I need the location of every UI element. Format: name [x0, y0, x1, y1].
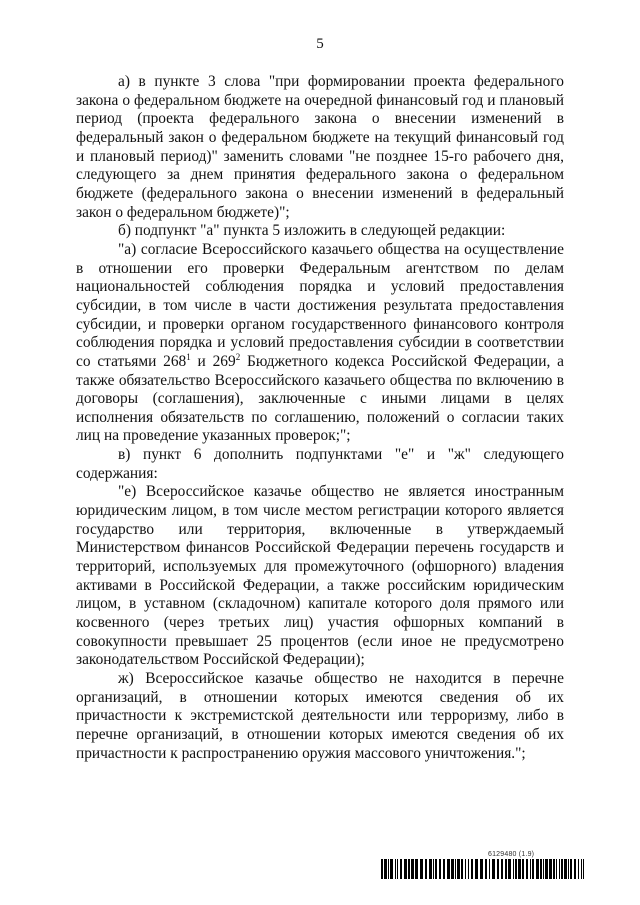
- text-fragment: "а) согласие Всероссийского казачьего общества на осуществление в отношении его проверки Федеральным агентством по делам национальностей соблюдения порядка и условий предоставления субсидии, в том числе в части достижения результата предоставления субсидии, и проверки органом государственного финансового контроля соблюдения порядка и условий предоставления субсидии в соответствии со статьями 268: [76, 240, 564, 370]
- paragraph-b: б) подпункт "а" пункта 5 изложить в следующей редакции:: [118, 222, 506, 240]
- paragraph-e: "е) Всероссийское казачье общество не является иностранным юридическим лицом, в том числе местом регистрации которого является государство или территория, включенные в утверждаемый Министерством финансов Российской Федерации перечень государств и территорий, используемых для промежуточного (офшорного) владения активами в Российской Федерации, а также российским юридическим лицом, в уставном (складочном) капитале которого доля прямого или косвенного (через третьих лиц) участия офшорных компаний в совокупности превышает 25 процентов (если иное не предусмотрено законодательством Российской Федерации);: [76, 483, 564, 669]
- paragraph-v: в) пункт 6 дополнить подпунктами "е" и "ж" следующего содержания:: [76, 446, 564, 482]
- page-number: 5: [316, 36, 324, 52]
- superscript: 2: [235, 351, 241, 362]
- document-code: 6129480 (1.9): [488, 851, 535, 858]
- paragraph-a: а) в пункте 3 слова "при формировании проекта федерального закона о федеральном бюджете на очередной финансовый год и плановый период (проекта федерального закона о внесении изменений в федеральный закон о федеральном бюджете на текущий финансовый год и плановый период)" заменить словами "не позднее 15-го рабочего дня, следующего за днем принятия федерального закона о федеральном бюджете (федерального закона о внесении изменений в федеральный закон о федеральном бюджете)";: [76, 73, 564, 221]
- barcode: [381, 859, 584, 879]
- document-body: [76, 73, 564, 763]
- text-fragment: Бюджетного кодекса Российской Федерации, а также обязательство Всероссийского казачьего общества по включению в договоры (соглашения), заключенные с иными лицами в целях исполнения обязательств по соглашению, положений о согласии таких лиц на проведение указанных проверок;";: [76, 352, 564, 445]
- paragraph-b-quote: [76, 241, 564, 446]
- superscript: 1: [186, 351, 191, 362]
- text-fragment: и 269: [190, 352, 236, 370]
- paragraph-zh: ж) Всероссийское казачье общество не находится в перечне организаций, в отношении которых имеются сведения об их причастности к экстремистской деятельности или терроризму, либо в перечне организаций, в отношении которых имеются сведения об их причастности к распространению оружия массового уничтожения.";: [76, 670, 564, 762]
